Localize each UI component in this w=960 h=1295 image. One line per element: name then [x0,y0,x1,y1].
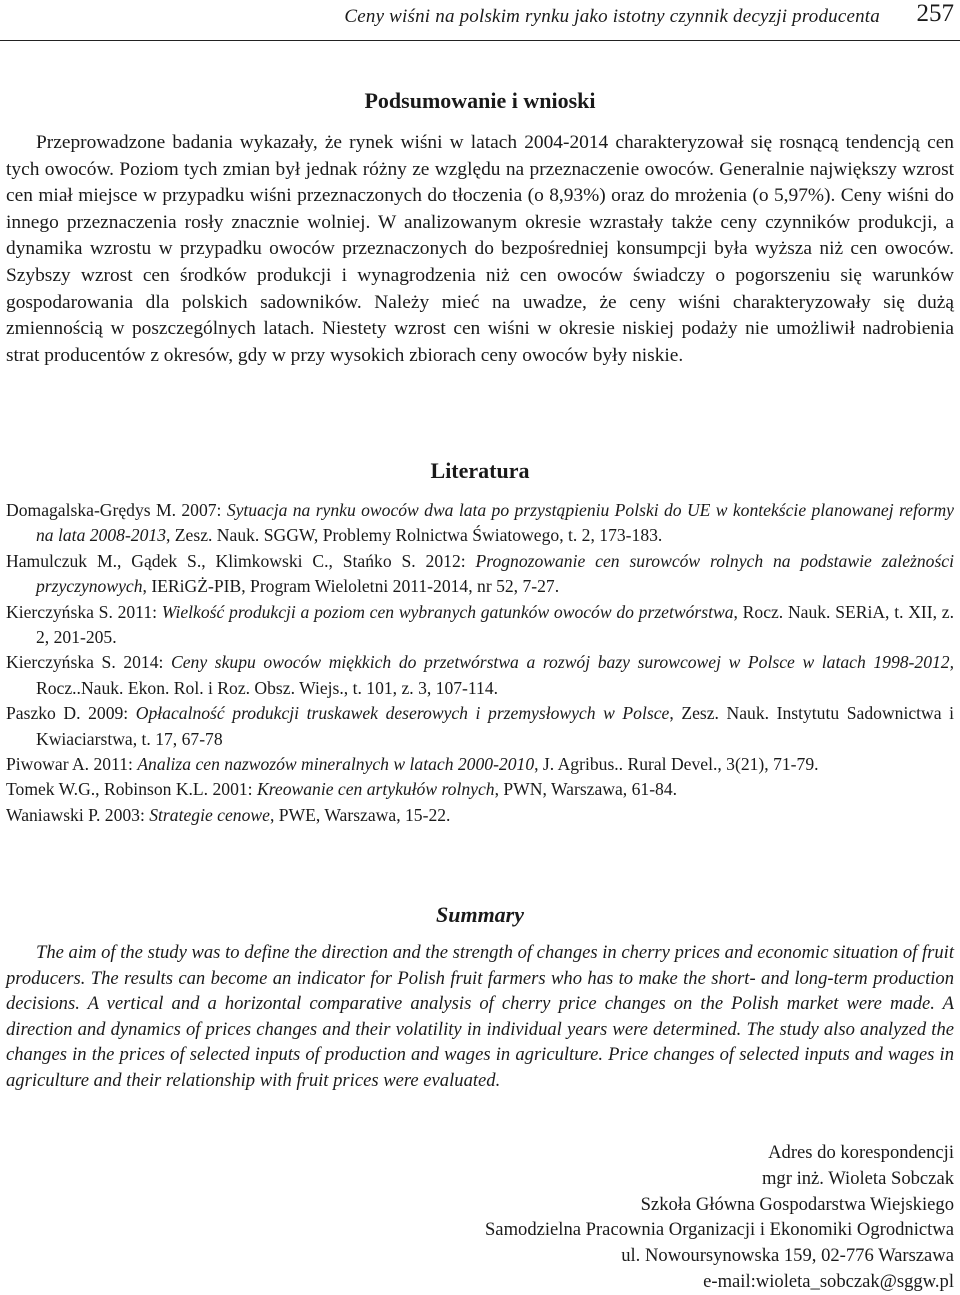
reference-item: Piwowar A. 2011: Analiza cen nazwozów mineralnych w latach 2000-2010, J. Agribus.. Rural Devel., 3(21), 71-79. [6,754,819,775]
reference-item: Kierczyńska S. 2011: Wielkość produkcji a poziom cen wybranych gatunków owoców do przetwórstwa, Rocz. Nauk. SERiA, t. XII, z. 2, 201-205. [6,601,954,648]
reference-item: Hamulczuk M., Gądek S., Klimkowski C., Stańko S. 2012: Prognozowanie cen surowców rolnych na podstawie zależności przyczynowych, IERiGŻ-PIB, Program Wieloletni 2011-2014, nr 52, 7-27. [6,550,954,597]
correspondence-address [485,1140,954,1295]
reference-item: Paszko D. 2009: Opłacalność produkcji truskawek deserowych i przemysłowych w Polsce, Zesz. Nauk. Instytutu Sadownictwa i Kwiaciarstwa, t. 17, 67-78 [6,703,955,749]
reference-item: Domagalska-Grędys M. 2007: Sytuacja na rynku owoców dwa lata po przystąpieniu Polski do UE w kontekście planowanej reformy na lata 2008-2013, Zesz. Nauk. SGGW, Problemy Rolnictwa Światowego, t. 2, 173-183. [6,500,954,546]
page-number: 257 [916,0,954,27]
reference-list [6,498,954,828]
address-line: Szkoła Główna Gospodarstwa Wiejskiego [640,1193,954,1215]
summary-paragraph: The aim of the study was to define the direction and the strength of changes in cherry prices and economic situation of fruit producers. The results can become an indicator for Polish fruit farmers who has to make the short- and long-term production decisions. A vertical and a horizontal comparative analysis of cherry price changes on the Polish market were made. A direction and dynamics of prices changes and their volatility in individual years were determined. The study also analyzed the changes in the prices of selected inputs of production and wages in agriculture. Price changes of selected inputs and wages in agriculture and their relationship with fruit prices were evaluated. [6,942,954,1091]
summary-heading: Summary [435,902,525,927]
address-line: ul. Nowoursynowska 159, 02-776 Warszawa [621,1245,954,1267]
address-line: e-mail:wioleta_sobczak@sggw.pl [703,1270,954,1292]
conclusions-paragraph: Przeprowadzone badania wykazały, że rynek wiśni w latach 2004-2014 charakteryzował się rosnącą tendencją cen tych owoców. Poziom tych zmian był jednak różny ze względu na przeznaczenie owoców. Generalnie największy wzrost cen miał miejsce w przypadku wiśni przeznaczonych do tłoczenia (o 8,93%) oraz do mrożenia (o 5,97%). Ceny wiśni do innego przeznaczenia rosły znacznie wolniej. W analizowanym okresie wzrastały także ceny czynników produkcji, a dynamika wzrostu w przypadku owoców przeznaczonych do bezpośredniej konsumpcji była wyższa niż cen owoców. Szybszy wzrost cen środków produkcji i wynagrodzenia niż cen owoców świadczy o pogorszeniu się warunków gospodarowania dla polskich sadowników. Należy mieć na uwadze, że ceny wiśni charakteryzowały się dużą zmiennością w poszczególnych latach. Niestety wzrost cen wiśni w okresie niskiej podaży nie umożliwił nadrobienia strat producentów z okresów, gdy w przy wysokich zbiorach ceny owoców były niskie. [6,132,954,366]
running-header [0,0,960,41]
reference-item: Waniawski P. 2003: Strategie cenowe, PWE, Warszawa, 15-22. [6,804,451,825]
running-title: Ceny wiśni na polskim rynku jako istotny czynnik decyzji producenta [344,6,880,27]
conclusions-heading: Podsumowanie i wnioski [364,88,596,113]
literature-heading: Literatura [430,458,530,483]
reference-item: Kierczyńska S. 2014: Ceny skupu owoców miękkich do przetwórstwa a rozwój bazy surowcowej w Polsce w latach 1998-2012, Rocz..Nauk. Ekon. Rol. i Roz. Obsz. Wiejs., t. 101, z. 3, 107-114. [6,652,954,698]
address-line: mgr inż. Wioleta Sobczak [761,1167,954,1189]
address-line: Samodzielna Pracownia Organizacji i Ekonomiki Ogrodnictwa [484,1219,954,1241]
summary-section [6,940,954,1094]
reference-item: Tomek W.G., Robinson K.L. 2001: Kreowanie cen artykułów rolnych, PWN, Warszawa, 61-84. [6,779,678,800]
conclusions-section [6,130,954,369]
address-line: Adres do korespondencji [768,1142,954,1163]
